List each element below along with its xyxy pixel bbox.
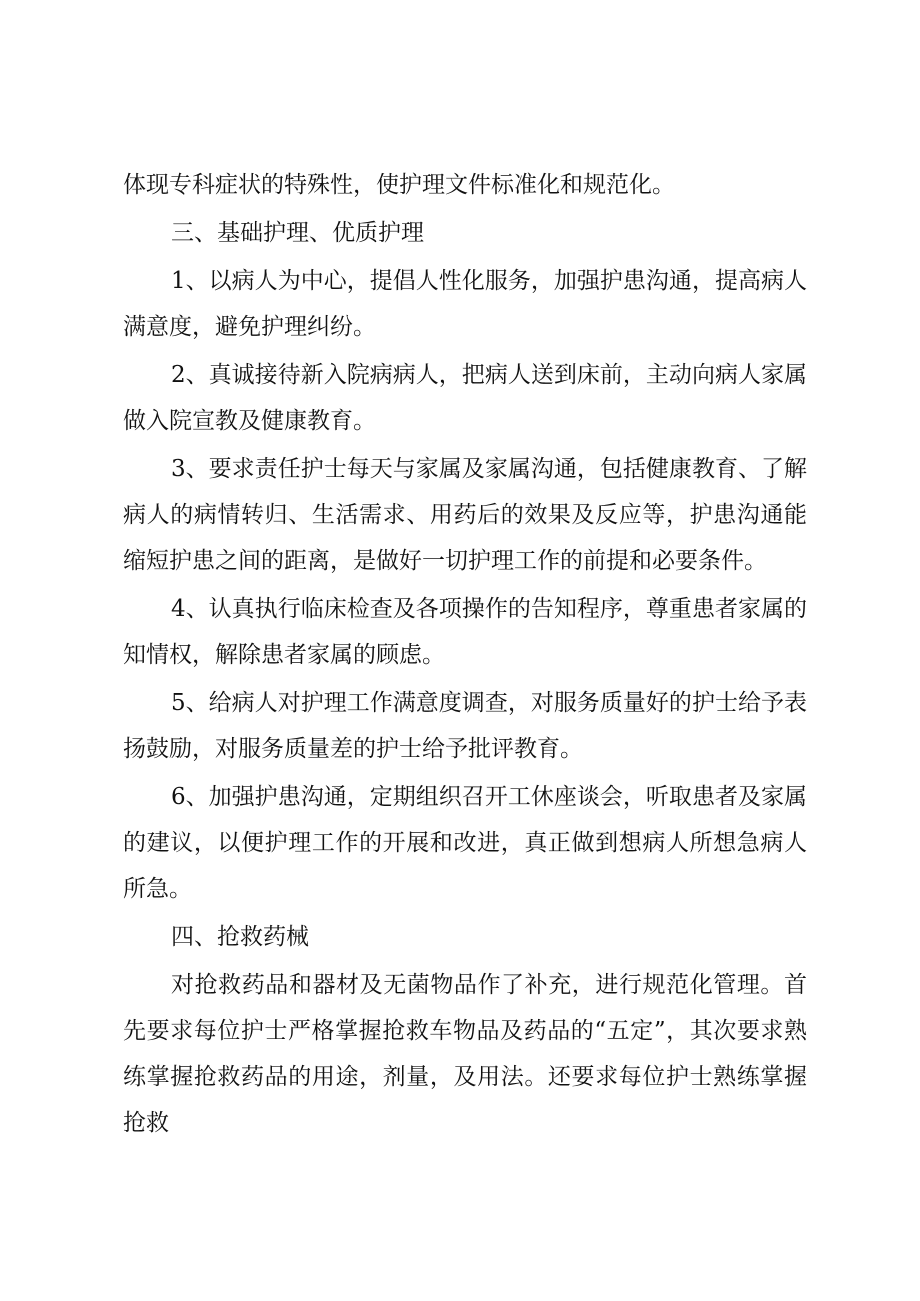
list-item-1: 1、以病人为中心，提倡人性化服务，加强护患沟通，提高病人满意度，避免护理纠纷。 [123, 268, 807, 340]
list-item-3: 3、要求责任护士每天与家属及家属沟通，包括健康教育、了解病人的病情转归、生活需求、用药后的效果及反应等，护患沟通能缩短护患之间的距离，是做好一切护理工作的前提和必要条件。 [123, 456, 807, 574]
paragraph-continuation: 体现专科症状的特殊性，使护理文件标准化和规范化。 [123, 172, 675, 198]
paragraph-rescue-drugs: 对抢救药品和器材及无菌物品作了补充，进行规范化管理。首先要求每位护士严格掌握抢救车物品及药品的“五定”，其次要求熟练掌握抢救药品的用途，剂量，及用法。还要求每位护士熟练掌握抢救 [123, 972, 807, 1136]
document-body [123, 162, 807, 1148]
list-item-2: 2、真诚接待新入院病病人，把病人送到床前，主动向病人家属做入院宣教及健康教育。 [123, 362, 807, 434]
section-heading-rescue-drugs: 四、抢救药械 [171, 924, 309, 950]
list-item-5: 5、给病人对护理工作满意度调查，对服务质量好的护士给予表扬鼓励，对服务质量差的护士给予批评教育。 [123, 690, 807, 762]
list-item-6: 6、加强护患沟通，定期组织召开工休座谈会，听取患者及家属的建议，以便护理工作的开展和改进，真正做到想病人所想急病人所急。 [123, 784, 807, 902]
section-heading-basic-care: 三、基础护理、优质护理 [171, 220, 424, 246]
list-item-4: 4、认真执行临床检查及各项操作的告知程序，尊重患者家属的知情权，解除患者家属的顾虑。 [123, 596, 807, 668]
